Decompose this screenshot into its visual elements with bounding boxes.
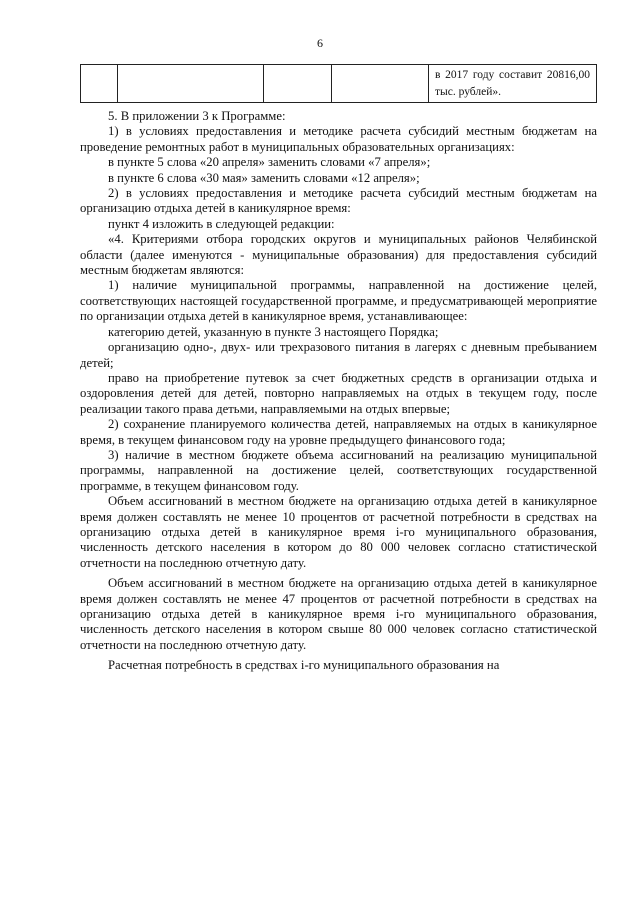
table-row	[81, 65, 597, 103]
paragraph-criterion-1: 1) наличие муниципальной программы, направленной на достижение целей, соответствующих настоящей государственной программе, и предусматривающей мероприятие по организации отдыха детей в каникулярное время, устанавливающее:	[80, 278, 597, 324]
paragraph-subitem-1: 1) в условиях предоставления и методике расчета субсидий местным бюджетам на проведение ремонтных работ в муниципальных образовательных организациях:	[80, 124, 597, 154]
table-cell	[81, 65, 118, 103]
paragraph-children-category: категорию детей, указанную в пункте 3 настоящего Порядка;	[108, 324, 439, 339]
table-cell	[118, 65, 264, 103]
paragraph-volume-47-percent: Объем ассигнований в местном бюджете на организацию отдыха детей в каникулярное время должен составлять не менее 47 процентов от расчетной потребности в средствах на организацию отдыха детей в каникулярное время i-го муниципального образования, численность детского населения в котором свыше 80 000 человек согласно статистической отчетности на последнюю отчетную дату.	[80, 576, 597, 652]
page-number: 6	[317, 36, 323, 50]
paragraph-meals: организацию одно-, двух- или трехразового питания в лагерях с дневным пребыванием детей;	[80, 340, 597, 370]
paragraph-criterion-3: 3) наличие в местном бюджете объема ассигнований на реализацию муниципальной программы, направленной на достижение целей, соответствующих государственной программе, в текущем финансовом году.	[80, 447, 597, 493]
paragraph-item-5: 5. В приложении 3 к Программе:	[108, 109, 286, 123]
table-cell	[264, 65, 332, 103]
document-body	[80, 104, 597, 674]
paragraph-criterion-2: 2) сохранение планируемого количества детей, направляемых на отдых в каникулярное время, в текущем финансовом году на уровне предыдущего финансового года;	[80, 417, 597, 447]
paragraph-change-point-6: в пункте 6 слова «30 мая» заменить словами «12 апреля»;	[108, 170, 420, 185]
paragraph-calculated-need: Расчетная потребность в средствах i-го муниципального образования на	[108, 658, 500, 673]
paragraph-subitem-2: 2) в условиях предоставления и методике расчета субсидий местным бюджетам на организацию отдыха детей в каникулярное время:	[80, 186, 597, 216]
paragraph-change-point-5: в пункте 5 слова «20 апреля» заменить словами «7 апреля»;	[108, 155, 431, 170]
continuation-table	[80, 64, 597, 103]
table-cell-text: в 2017 году составит 20816,00 тыс. рублей».	[429, 65, 597, 103]
paragraph-volume-10-percent: Объем ассигнований в местном бюджете на организацию отдыха детей в каникулярное время должен составлять не менее 10 процентов от расчетной потребности в средствах на организацию отдыха детей в каникулярное время i-го муниципального образования, численность детского населения в котором до 80 000 человек согласно статистической отчетности на последнюю отчетную дату.	[80, 494, 597, 570]
table-cell	[332, 65, 429, 103]
paragraph-vouchers: право на приобретение путевок за счет бюджетных средств в организации отдыха и оздоровления детей для детей, повторно направляемых на отдых в текущем году, после реализации такого права детьми, направляемыми на отдых впервые;	[80, 370, 597, 416]
paragraph-criteria: «4. Критериями отбора городских округов и муниципальных районов Челябинской области (далее именуются - муниципальные образования) для предоставления субсидий местным бюджетам являются:	[80, 232, 597, 278]
paragraph-point-4-intro: пункт 4 изложить в следующей редакции:	[108, 216, 335, 231]
